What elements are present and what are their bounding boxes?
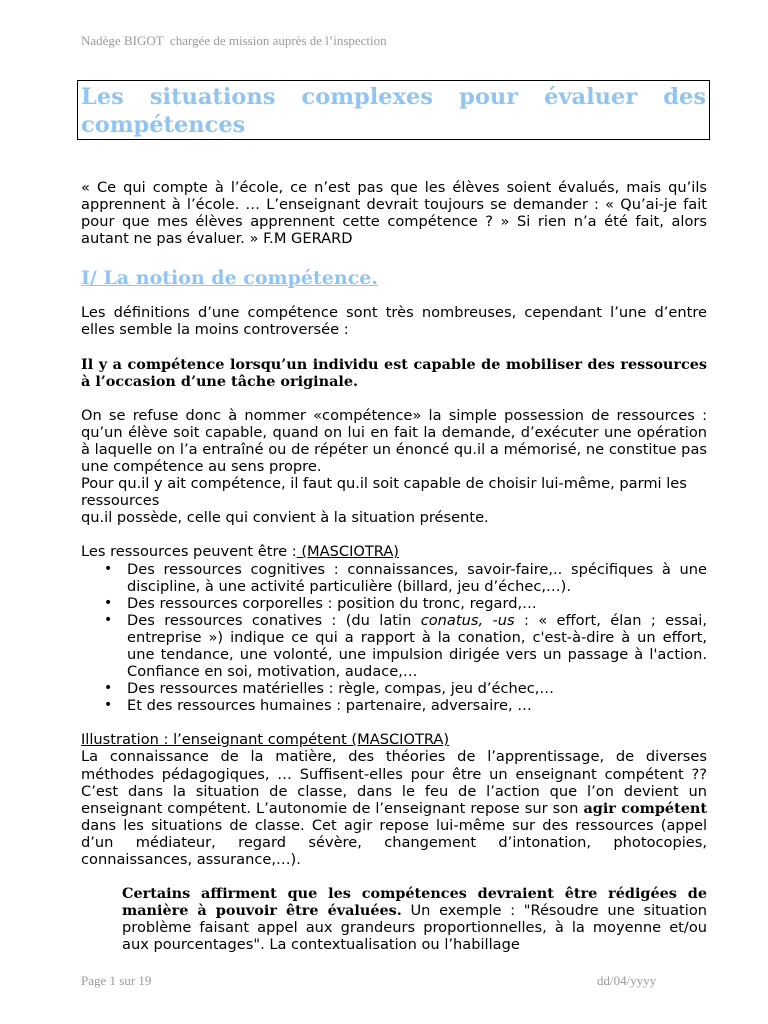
resource-conatives-latin: conatus, -us xyxy=(420,611,515,629)
illustration-bold: agir compétent xyxy=(583,799,707,817)
illustration-text-b: dans les situations de classe. Cet agir repose lui-même sur des ressources (appel d’un médiateur, regard sévère, changement d’intonation, photocopies, connaissances, assurance,…). xyxy=(81,816,707,868)
footer-date: dd/04/yyyy xyxy=(597,973,657,988)
title-box xyxy=(77,80,710,140)
intro-paragraph: Les définitions d’une compétence sont très nombreuses, cependant l’une d’entre elles semble la moins controversée : xyxy=(81,304,707,339)
resource-conatives-b: : « effort, élan ; essai, entreprise ») indique ce qui a rapport à la conation, c'est-à-dire à un effort, une tendance, une volonté, une impulsion dirigée vers un passage à l'action. Confiance en soi, motivation, audace,… xyxy=(127,611,707,681)
competence-definition: Il y a compétence lorsqu’un individu est capable de mobiliser des ressources à l’occasion d’une tâche originale. xyxy=(81,355,707,390)
resources-intro-text: Les ressources peuvent être : xyxy=(81,543,297,561)
resource-humaines: Et des ressources humaines : partenaire, adversaire, … xyxy=(127,697,532,715)
document-title: Les situations complexes pour évaluer des compétences xyxy=(81,84,706,138)
bullet-icon: • xyxy=(104,560,113,577)
illustration-paragraph xyxy=(81,748,707,868)
page-header: Nadège BIGOT chargée de mission auprès de l’inspection xyxy=(81,33,387,48)
list-item xyxy=(81,595,707,612)
final-rest: Un exemple : "Résoudre une situation problème faisant appel aux grandeurs proportionnelles, à la moyenne et/ou aux pourcentages". La contextualisation ou l’habillage xyxy=(122,902,707,954)
list-item xyxy=(81,680,707,697)
final-paragraph xyxy=(81,885,707,953)
final-bold: Certains affirment que les compétences devraient être rédigées de manière à pouvoir être évaluées. xyxy=(122,885,707,920)
resource-materielles: Des ressources matérielles : règle, compas, jeu d’échec,… xyxy=(127,680,555,698)
pour-line-2: qu.il possède, celle qui convient à la situation présente. xyxy=(81,509,489,527)
resources-source: (MASCIOTRA) xyxy=(296,543,399,561)
gerard-quote: « Ce qui compte à l’école, ce n’est pas que les élèves soient évalués, mais qu’ils apprennent à l’école. … L’enseignant devrait toujours se demander : « Qu’ai-je fait pour que mes élèves apprennent cette compétence ? » Si rien n’a été fait, alors autant ne pas évaluer. » F.M GERARD xyxy=(81,179,707,248)
illustration-title: Illustration : l’enseignant compétent (MASCIOTRA) xyxy=(81,731,450,749)
pour-line-1: Pour qu.il y ait compétence, il faut qu.il soit capable de choisir lui-même, parmi les ressources xyxy=(81,475,687,510)
bullet-icon: • xyxy=(104,697,113,714)
list-item xyxy=(81,697,707,714)
resource-conatives-a: Des ressources conatives : (du latin xyxy=(127,611,421,629)
resources-intro xyxy=(81,543,707,560)
bullet-icon: • xyxy=(104,680,113,697)
list-item xyxy=(81,561,707,595)
document-body xyxy=(81,179,707,953)
refuse-paragraph: On se refuse donc à nommer «compétence» la simple possession de ressources : qu’un élève soit capable, quand on lui en fait la demande, d’exécuter une opération à laquelle on l’a entraîné ou de répéter un énoncé qu.il a mémorisé, ne constitue pas une compétence au sens propre. xyxy=(81,406,707,476)
footer-page-number: Page 1 sur 19 xyxy=(81,973,152,988)
resource-corporelles: Des ressources corporelles : position du tronc, regard,… xyxy=(127,594,537,612)
bullet-icon: • xyxy=(104,594,113,611)
section-1-heading: I/ La notion de compétence. xyxy=(81,267,378,290)
list-item xyxy=(81,612,707,680)
resource-cognitives: Des ressources cognitives : connaissances, savoir-faire,.. spécifiques à une discipline, à une activité particulière (billard, jeu d’échec,…). xyxy=(127,560,707,595)
bullet-icon: • xyxy=(104,611,113,628)
resources-list xyxy=(81,561,707,715)
illustration-text-a: La connaissance de la matière, des théories de l’apprentissage, de diverses méthodes pédagogiques, … Suffisent-elles pour être un enseignant compétent ?? C’est dans la situation de classe, dans le feu de l’action que l’on devient un enseignant compétent. L’autonomie de l’enseignant repose sur son xyxy=(81,748,707,817)
